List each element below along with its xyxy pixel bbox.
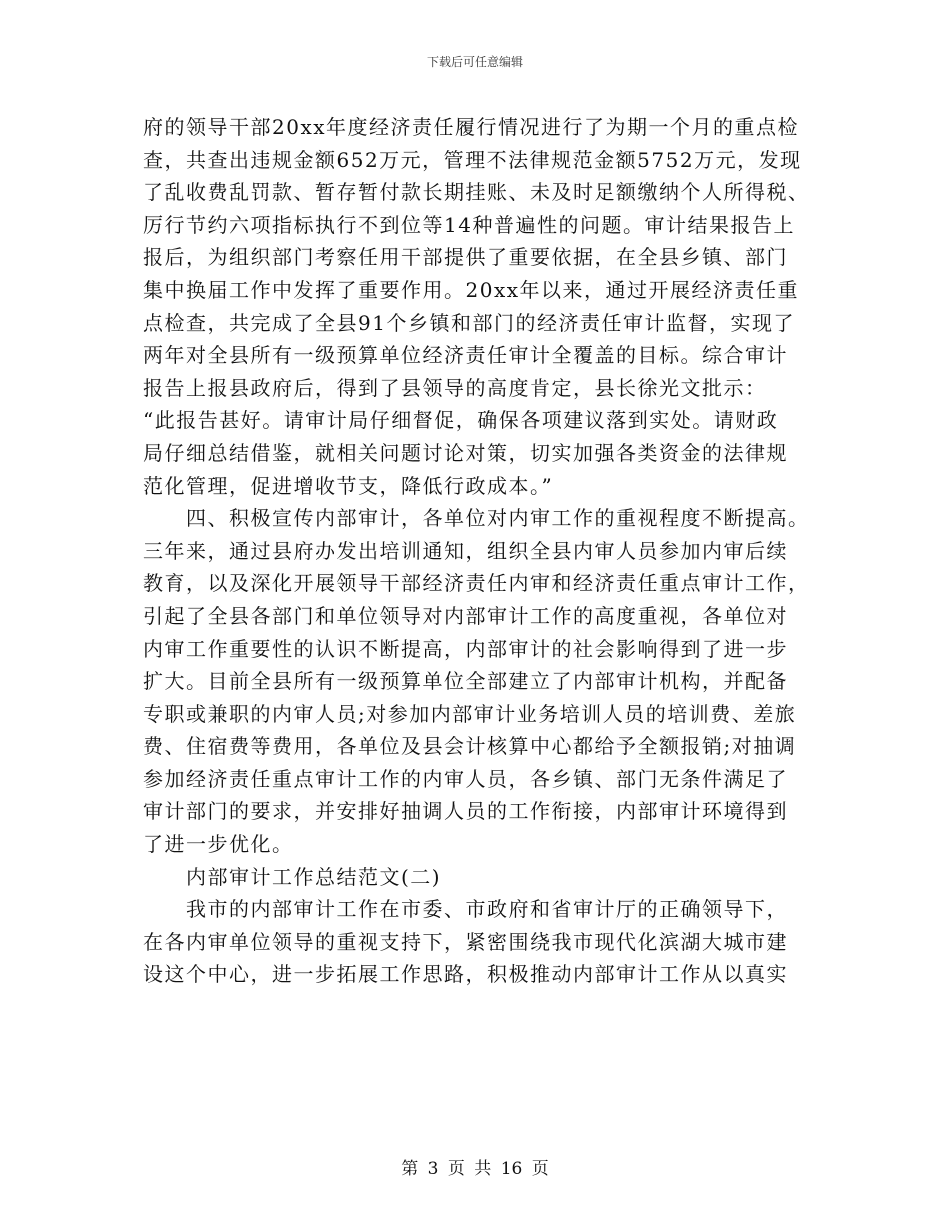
text-line: “此报告甚好。请审计局仔细督促，确保各项建议落到实处。请财政	[143, 408, 779, 433]
text-line: 府的领导干部20xx年度经济责任履行情况进行了为期一个月的重点检	[143, 115, 800, 139]
text-line: 了乱收费乱罚款、暂存暂付款长期挂账、未及时足额缴纳个人所得税、	[143, 180, 810, 205]
text-line: 审计部门的要求，并安排好抽调人员的工作衔接，内部审计环境得到	[143, 799, 788, 824]
text-line: 查，共查出违规金额652万元，管理不法律规范金额5752万元，发现	[143, 147, 802, 172]
text-line: 了进一步优化。	[143, 832, 294, 857]
text-line: 点检查，共完成了全县91个乡镇和部门的经济责任审计监督，实现了	[143, 310, 795, 335]
document-body	[143, 111, 808, 991]
text-line: 范化管理，促进增收节支，降低行政成本。”	[143, 473, 554, 498]
text-line: 局仔细总结借鉴，就相关问题讨论对策，切实加强各类资金的法律规	[143, 440, 788, 465]
text-line: 内部审计工作总结范文(二)	[186, 864, 442, 889]
text-line: 设这个中心，进一步拓展工作思路，积极推动内部审计工作从以真实	[143, 962, 788, 987]
text-line: 三年来，通过县府办发出培训通知，组织全县内审人员参加内审后续	[143, 538, 788, 563]
text-line: 两年对全县所有一级预算单位经济责任审计全覆盖的目标。综合审计	[143, 343, 788, 368]
text-line: 厉行节约六项指标执行不到位等14种普遍性的问题。审计结果报告上	[143, 212, 795, 237]
text-line: 我市的内部审计工作在市委、市政府和省审计厅的正确领导下，	[186, 897, 788, 922]
page-header: 下载后可任意编辑	[426, 55, 523, 69]
text-line: 费、住宿费等费用，各单位及县会计核算中心都给予全额报销;对抽调	[143, 734, 797, 759]
text-line: 内审工作重要性的认识不断提高，内部审计的社会影响得到了进一步	[143, 636, 788, 661]
text-line: 报告上报县政府后，得到了县领导的高度肯定，县长徐光文批示：	[143, 375, 767, 400]
text-line: 专职或兼职的内审人员;对参加内部审计业务培训人员的培训费、差旅	[143, 701, 797, 726]
text-line: 集中换届工作中发挥了重要作用。20xx年以来，通过开展经济责任重	[143, 277, 800, 302]
text-line: 在各内审单位领导的重视支持下，紧密围绕我市现代化滨湖大城市建	[143, 929, 788, 954]
text-line: 报后，为组织部门考察任用干部提供了重要依据，在全县乡镇、部门	[143, 245, 788, 270]
text-line: 参加经济责任重点审计工作的内审人员，各乡镇、部门无条件满足了	[143, 766, 788, 791]
text-line: 扩大。目前全县所有一级预算单位全部建立了内部审计机构，并配备	[143, 669, 788, 694]
text-line: 引起了全县各部门和单位领导对内部审计工作的高度重视，各单位对	[143, 603, 788, 628]
text-line: 四、积极宣传内部审计，各单位对内审工作的重视程度不断提高。	[186, 506, 810, 531]
text-line: 教育，以及深化开展领导干部经济责任内审和经济责任重点审计工作，	[143, 571, 810, 596]
page-footer: 第 3 页 共 16 页	[401, 1159, 549, 1179]
